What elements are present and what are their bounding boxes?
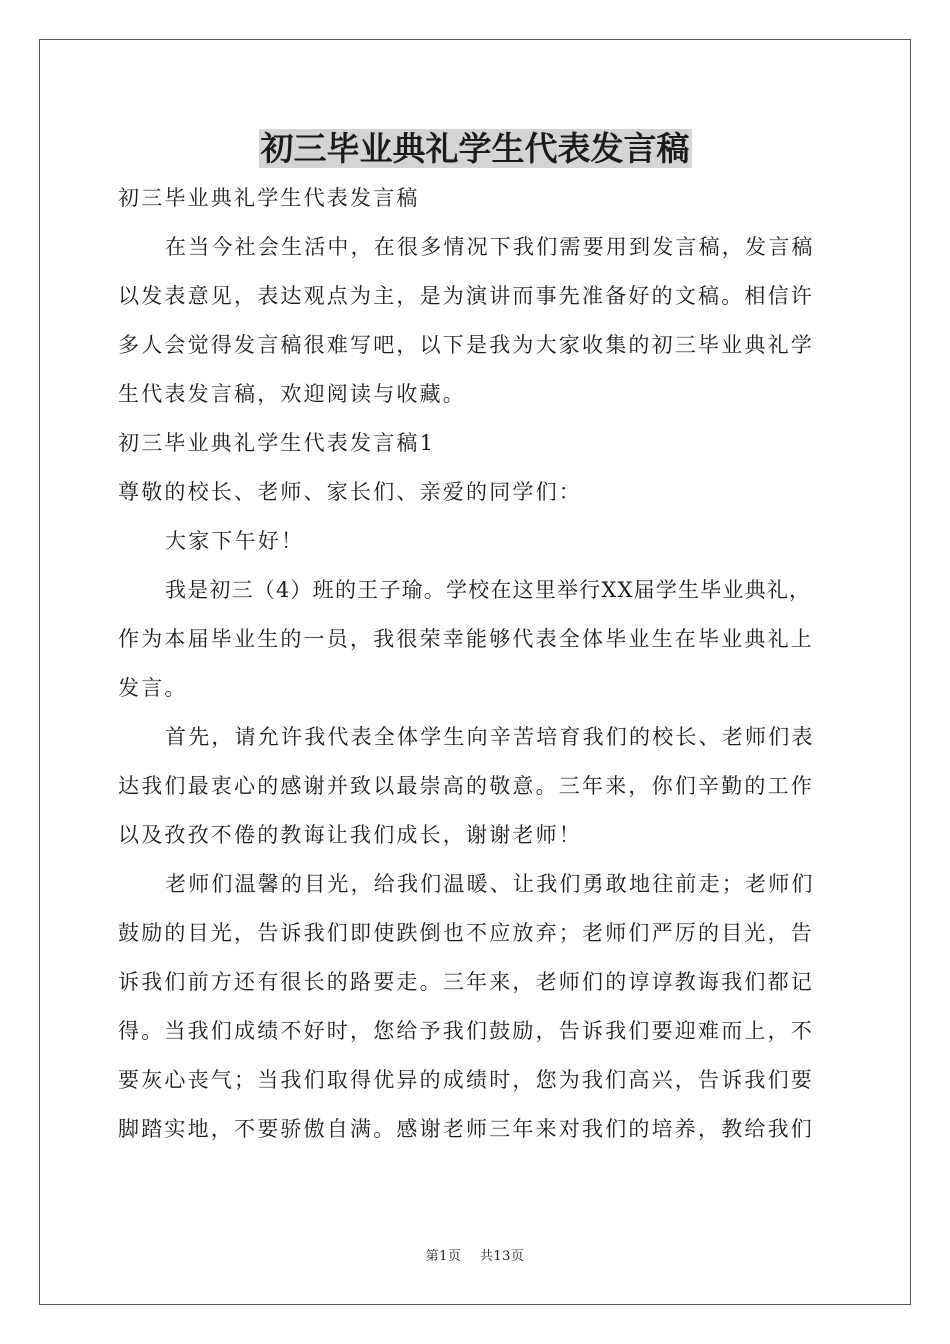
document-title-text: 初三毕业典礼学生代表发言稿	[260, 129, 690, 168]
paragraph-line: 老师们温馨的目光，给我们温暖、让我们勇敢地往前走；老师们	[165, 872, 815, 896]
paragraph-line: 发言。	[118, 676, 188, 700]
greeting-line: 大家下午好！	[165, 529, 305, 553]
paragraph-line: 以发表意见，表达观点为主，是为演讲而事先准备好的文稿。相信许	[118, 284, 814, 308]
paragraph-line: 在当今社会生活中，在很多情况下我们需要用到发言稿，发言稿	[165, 235, 815, 259]
paragraph-line: 多人会觉得发言稿很难写吧，以下是我为大家收集的初三毕业典礼学	[118, 333, 814, 357]
paragraph-line: 脚踏实地，不要骄傲自满。感谢老师三年来对我们的培养，教给我们	[118, 1117, 814, 1141]
paragraph-line: 鼓励的目光，告诉我们即使跌倒也不应放弃；老师们严厉的目光，告	[118, 921, 814, 945]
page-footer	[0, 1248, 950, 1266]
section-heading: 初三毕业典礼学生代表发言稿1	[118, 431, 436, 455]
paragraph-line: 要灰心丧气；当我们取得优异的成绩时，您为我们高兴，告诉我们要	[118, 1068, 814, 1092]
paragraph-line: 得。当我们成绩不好时，您给予我们鼓励，告诉我们要迎难而上，不	[118, 1019, 814, 1043]
salutation-line: 尊敬的校长、老师、家长们、亲爱的同学们：	[118, 480, 582, 504]
page-number: 第1页 共13页	[425, 1249, 525, 1264]
paragraph-line: 以及孜孜不倦的教诲让我们成长，谢谢老师！	[118, 823, 582, 847]
paragraph-line: 首先，请允许我代表全体学生向辛苦培育我们的校长、老师们表	[165, 725, 815, 749]
paragraph-line: 达我们最衷心的感谢并致以最崇高的敬意。三年来，你们辛勤的工作	[118, 774, 814, 798]
paragraph-line: 生代表发言稿，欢迎阅读与收藏。	[118, 382, 466, 406]
paragraph-line: 作为本届毕业生的一员，我很荣幸能够代表全体毕业生在毕业典礼上	[118, 627, 814, 651]
document-title	[0, 124, 950, 174]
subtitle-line: 初三毕业典礼学生代表发言稿	[118, 186, 420, 210]
paragraph-line: 诉我们前方还有很长的路要走。三年来，老师们的谆谆教诲我们都记	[118, 970, 814, 994]
paragraph-line: 我是初三（4）班的王子瑜。学校在这里举行XX届学生毕业典礼，	[165, 578, 812, 602]
document-body	[118, 174, 834, 1154]
